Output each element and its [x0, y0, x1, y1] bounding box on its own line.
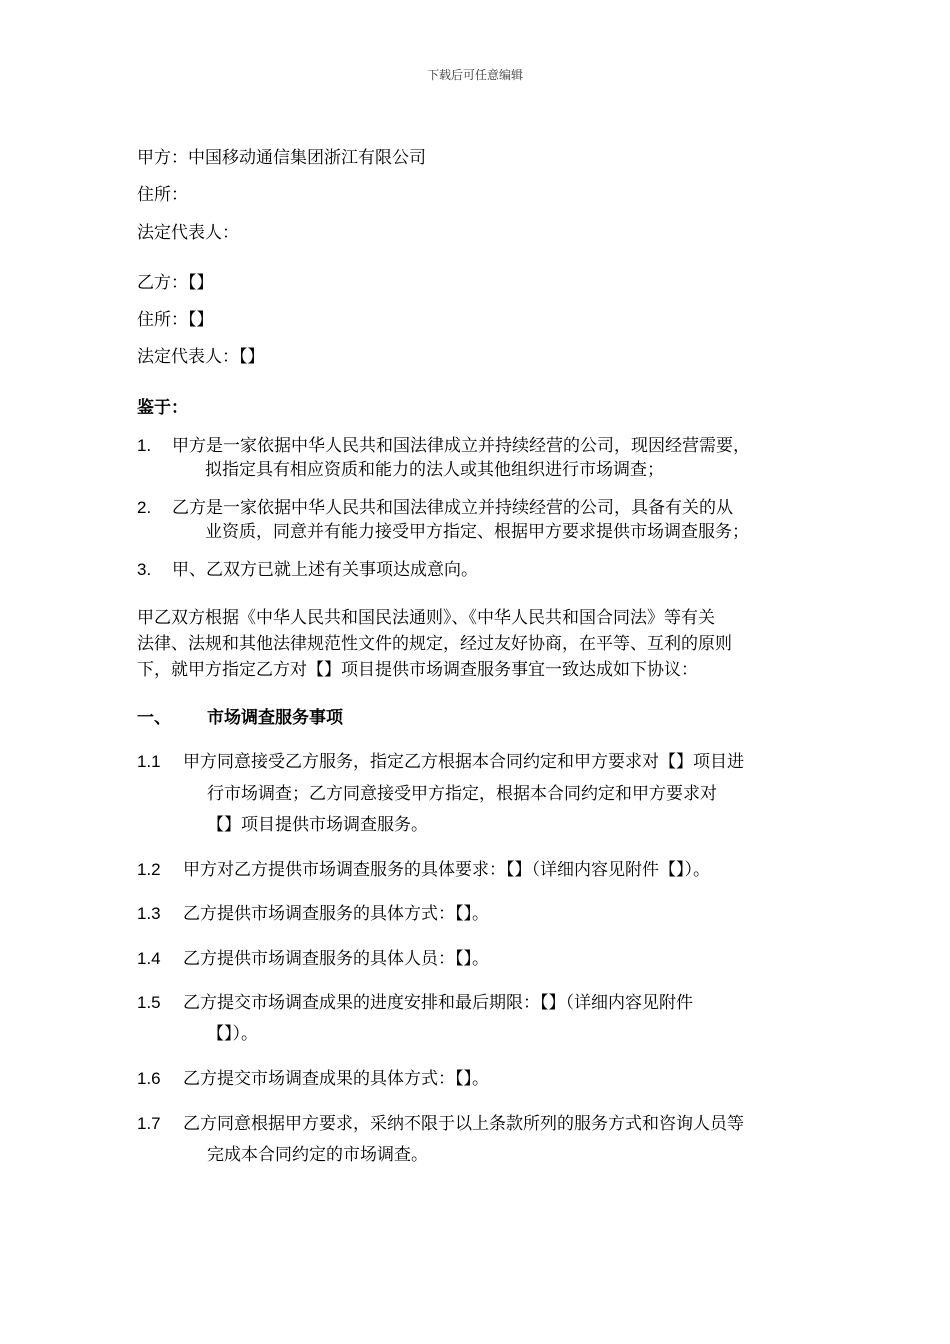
whereas-line: 甲、乙双方已就上述有关事项达成意向。 — [172, 560, 478, 580]
clause-number: 1.2 — [137, 860, 161, 879]
clause-line: 乙方提供市场调查服务的具体人员：【】。 — [183, 949, 489, 969]
clause-line: 甲方同意接受乙方服务，指定乙方根据本合同约定和甲方要求对【】项目进 — [183, 752, 744, 772]
whereas-number: 3. — [137, 560, 152, 579]
section-title: 市场调查服务事项 — [207, 708, 343, 728]
whereas-line: 乙方是一家依据中华人民共和国法律成立并持续经营的公司，具备有关的从 — [172, 498, 733, 518]
whereas-line: 拟指定具有相应资质和能力的法人或其他组织进行市场调查； — [205, 460, 664, 480]
clause-line: 【】）。 — [207, 1024, 258, 1044]
clause-line: 完成本合同约定的市场调查。 — [207, 1145, 428, 1165]
clause-number: 1.1 — [137, 752, 161, 771]
clause-line: 乙方同意根据甲方要求，采纳不限于以上条款所列的服务方式和咨询人员等 — [183, 1114, 744, 1134]
party-b-representative: 法定代表人：【】 — [137, 347, 265, 367]
clause-line: 甲方对乙方提供市场调查服务的具体要求：【】（详细内容见附件【】）。 — [183, 860, 710, 880]
party-a-address: 住所： — [137, 185, 188, 205]
party-a-representative: 法定代表人： — [137, 223, 239, 243]
clause-line: 乙方提交市场调查成果的进度安排和最后期限：【】（详细内容见附件 — [183, 993, 693, 1013]
whereas-line: 甲方是一家依据中华人民共和国法律成立并持续经营的公司，现因经营需要， — [172, 436, 750, 456]
party-b-address: 住所：【】 — [137, 310, 214, 330]
clause-line: 乙方提交市场调查成果的具体方式：【】。 — [183, 1069, 489, 1089]
party-b-name: 乙方：【】 — [137, 273, 214, 293]
clause-number: 1.3 — [137, 904, 161, 923]
clause-number: 1.7 — [137, 1114, 161, 1133]
preamble-line: 甲乙双方根据《中华人民共和国民法通则》、《中华人民共和国合同法》等有关 — [137, 608, 715, 628]
clause-line: 【】项目提供市场调查服务。 — [207, 815, 428, 835]
clause-number: 1.5 — [137, 993, 161, 1012]
whereas-title: 鉴于： — [137, 398, 188, 418]
clause-number: 1.4 — [137, 949, 161, 968]
whereas-number: 1. — [137, 436, 152, 455]
preamble-line: 下，就甲方指定乙方对【】项目提供市场调查服务事宜一致达成如下协议： — [137, 660, 698, 680]
clause-line: 乙方提供市场调查服务的具体方式：【】。 — [183, 904, 489, 924]
preamble-line: 法律、法规和其他法律规范性文件的规定，经过友好协商，在平等、互利的原则 — [137, 634, 732, 654]
page-header: 下载后可任意编辑 — [426, 68, 523, 82]
whereas-line: 业资质，同意并有能力接受甲方指定、根据甲方要求提供市场调查服务； — [205, 522, 749, 542]
party-a-name: 甲方：中国移动通信集团浙江有限公司 — [137, 148, 426, 168]
section-number: 一、 — [137, 708, 171, 728]
clause-line: 行市场调查；乙方同意接受甲方指定，根据本合同约定和甲方要求对 — [207, 784, 717, 804]
whereas-number: 2. — [137, 498, 152, 517]
clause-number: 1.6 — [137, 1069, 161, 1088]
